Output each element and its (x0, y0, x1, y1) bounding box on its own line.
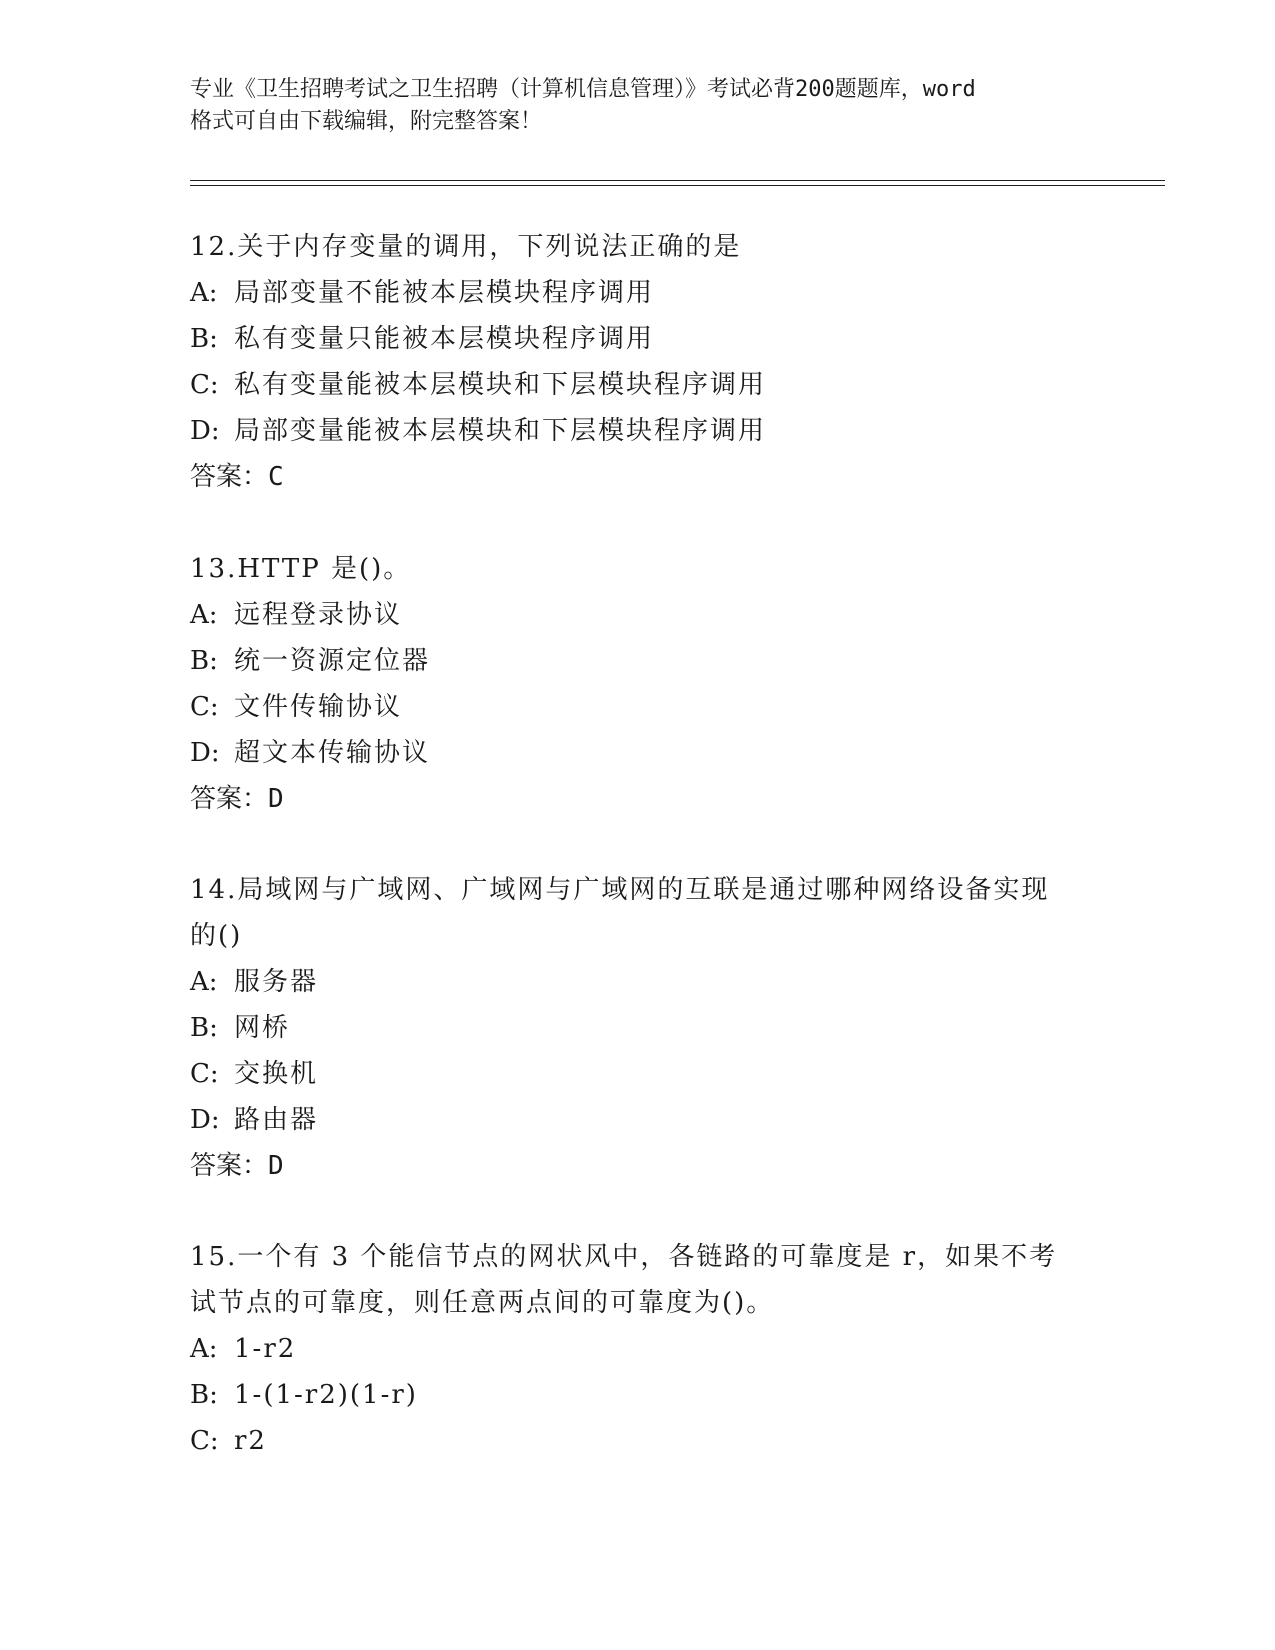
header-divider-top (190, 180, 1165, 181)
question-15 (190, 1234, 1090, 1464)
option-a (190, 592, 1090, 638)
option-letter: A: (190, 600, 218, 630)
answer-label: 答案： (190, 784, 269, 814)
option-letter: B: (190, 324, 218, 354)
header-line-2: 格式可自由下载编辑，附完整答案！ (190, 109, 543, 134)
option-text: 局部变量能被本层模块和下层模块程序调用 (234, 416, 767, 446)
option-text: 交换机 (234, 1059, 319, 1089)
option-c (190, 684, 1090, 730)
option-letter: B: (190, 1013, 218, 1043)
option-letter: B: (190, 646, 218, 676)
option-letter: C: (190, 1426, 219, 1456)
question-stem-continued: 试节点的可靠度，则任意两点间的可靠度为()。 (190, 1288, 775, 1318)
option-a (190, 959, 1090, 1005)
option-letter: D: (190, 416, 220, 446)
question-12 (190, 224, 1090, 500)
option-d (190, 1097, 1090, 1143)
option-d (190, 730, 1090, 776)
option-a (190, 1326, 1090, 1372)
option-text: 远程登录协议 (234, 600, 403, 630)
option-letter: D: (190, 738, 220, 768)
option-letter: C: (190, 370, 219, 400)
question-stem-continued: 的() (190, 921, 243, 951)
header-divider-bottom (190, 185, 1165, 186)
option-c (190, 1051, 1090, 1097)
option-text: 路由器 (234, 1105, 319, 1135)
option-letter: A: (190, 278, 218, 308)
question-stem: 15.一个有 3 个能信节点的网状风中，各链路的可靠度是 r，如果不考 (190, 1242, 1058, 1272)
option-text: 超文本传输协议 (234, 738, 431, 768)
option-c (190, 1418, 1090, 1464)
option-letter: C: (190, 1059, 219, 1089)
question-13 (190, 546, 1090, 822)
option-a (190, 270, 1090, 316)
option-text: 文件传输协议 (234, 692, 403, 722)
question-stem: 14.局域网与广域网、广域网与广域网的互联是通过哪种网络设备实现 (190, 875, 1050, 905)
option-text: 局部变量不能被本层模块程序调用 (234, 278, 655, 308)
option-b (190, 638, 1090, 684)
answer-value: D (268, 1151, 284, 1181)
document-header (190, 74, 1090, 138)
option-b (190, 1005, 1090, 1051)
question-stem: 12.关于内存变量的调用，下列说法正确的是 (190, 232, 742, 262)
option-letter: B: (190, 1380, 218, 1410)
option-text: 私有变量只能被本层模块程序调用 (234, 324, 655, 354)
answer-line (190, 1143, 1090, 1189)
answer-label: 答案： (190, 462, 269, 492)
option-letter: D: (190, 1105, 220, 1135)
option-d (190, 408, 1090, 454)
option-text: 网桥 (234, 1013, 291, 1043)
option-text: 统一资源定位器 (234, 646, 431, 676)
answer-value: C (268, 462, 284, 492)
answer-label: 答案： (190, 1151, 269, 1181)
answer-line (190, 454, 1090, 500)
option-letter: A: (190, 1334, 218, 1364)
question-stem: 13.HTTP 是()。 (190, 554, 412, 584)
option-text: 1-(1-r2)(1-r) (234, 1380, 418, 1410)
option-text: r2 (234, 1426, 267, 1456)
answer-line (190, 776, 1090, 822)
option-letter: A: (190, 967, 218, 997)
option-b (190, 1372, 1090, 1418)
option-letter: C: (190, 692, 219, 722)
option-text: 私有变量能被本层模块和下层模块程序调用 (234, 370, 767, 400)
answer-value: D (268, 784, 284, 814)
option-text: 1-r2 (234, 1334, 297, 1364)
question-14 (190, 867, 1090, 1189)
option-text: 服务器 (234, 967, 319, 997)
option-c (190, 362, 1090, 408)
header-line-1: 专业《卫生招聘考试之卫生招聘（计算机信息管理）》考试必背200题题库，word (190, 77, 976, 102)
option-b (190, 316, 1090, 362)
